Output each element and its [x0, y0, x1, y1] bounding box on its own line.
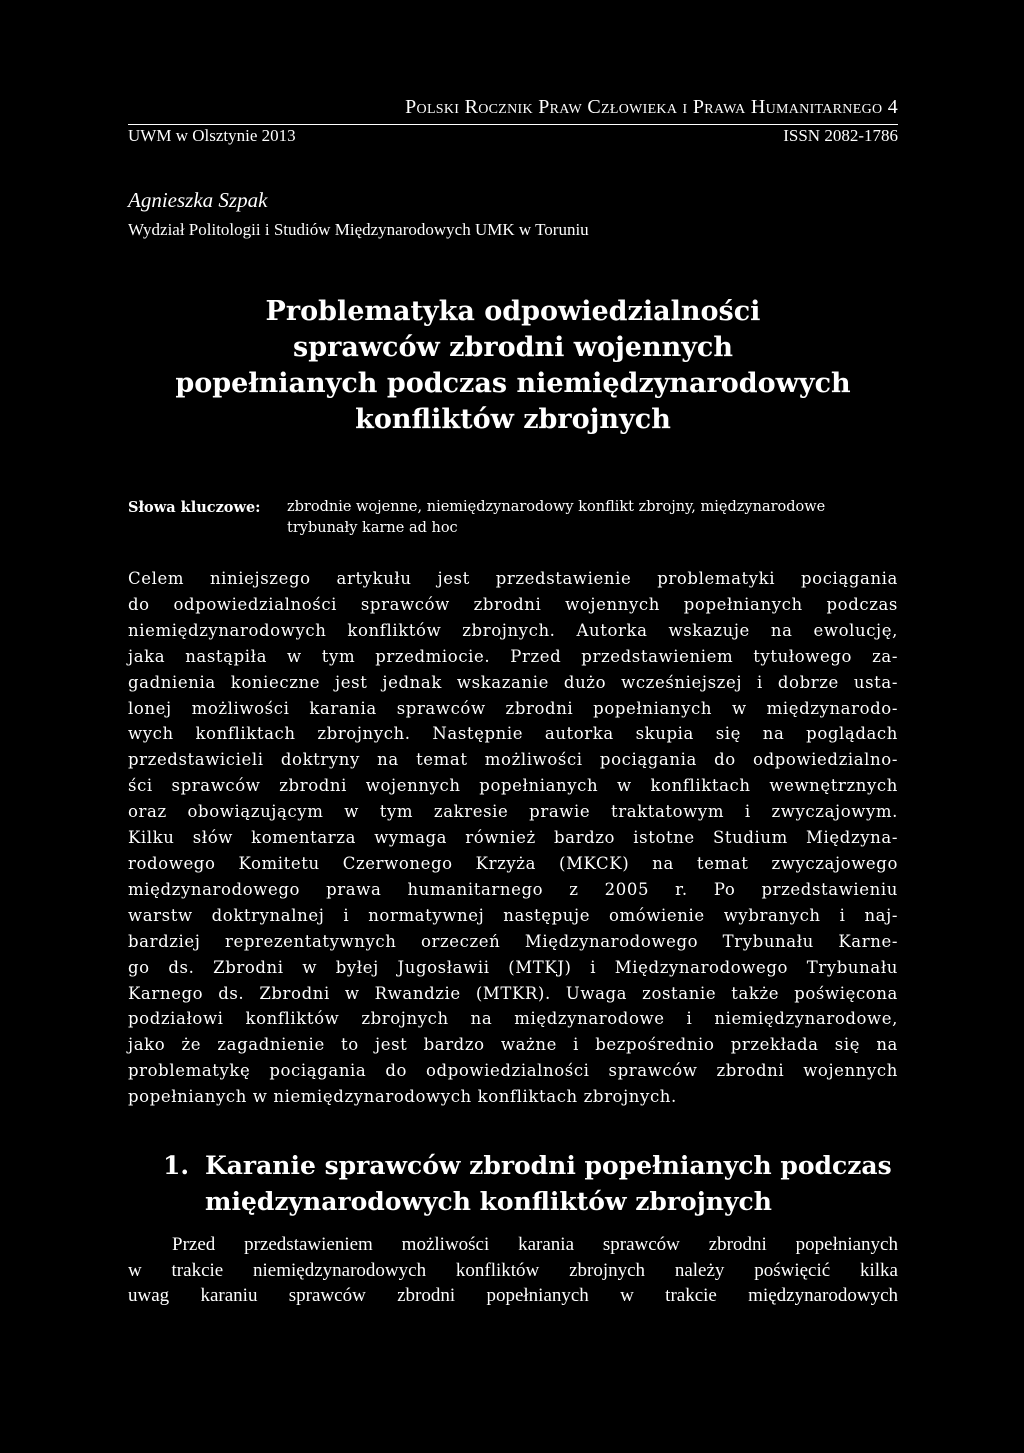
abstract-line: międzynarodowego prawa humanitarnego z 2005 r. Po przedstawieniu: [128, 879, 898, 899]
body-paragraph: [128, 1232, 898, 1309]
abstract-line: Celem niniejszego artykułu jest przedstawienie problematyki pociągania: [128, 569, 898, 588]
section-number: 1.: [163, 1151, 190, 1180]
section-title: [205, 1148, 892, 1220]
abstract-line: lonej możliwości karania sprawców zbrodni popełnianych w międzynarodo-: [128, 698, 898, 718]
title-line: sprawców zbrodni wojennych: [293, 332, 733, 363]
abstract-line: wych konfliktach zbrojnych. Następnie autorka skupia się na poglądach: [128, 724, 898, 744]
abstract-line: popełnianych w niemiędzynarodowych konfliktach zbrojnych.: [128, 1087, 677, 1107]
abstract-line: podziałowi konfliktów zbrojnych na międzynarodowe i niemiędzynarodowe,: [128, 1009, 898, 1029]
title-line: konfliktów zbrojnych: [355, 404, 671, 435]
abstract-line: jako że zagadnienie to jest bardzo ważne i bezpośrednio przekłada się na: [128, 1035, 898, 1055]
abstract-line: ści sprawców zbrodni wojennych popełnianych w konfliktach wewnętrznych: [128, 776, 898, 796]
abstract-line: bardziej reprezentatywnych orzeczeń Międzynarodowego Trybunału Karne-: [128, 931, 898, 951]
title-line: popełnianych podczas niemiędzynarodowych: [175, 368, 851, 399]
keywords-label: Słowa kluczowe:: [128, 499, 261, 516]
body-line: Przed przedstawieniem możliwości karania sprawców zbrodni popełnianych: [172, 1234, 898, 1255]
abstract-line: gadnienia konieczne jest jednak wskazanie dużo wcześniejszej i dobrze usta-: [128, 672, 898, 692]
abstract-line: problematykę pociągania do odpowiedzialności sprawców zbrodni wojennych: [128, 1061, 898, 1081]
keywords-text: zbrodnie wojenne, niemiędzynarodowy konflikt zbrojny, międzynarodowe trybunały karne ad hoc: [287, 499, 826, 536]
article-title: [128, 294, 898, 438]
section-title-line: międzynarodowych konfliktów zbrojnych: [205, 1187, 772, 1216]
publication-info-row: [128, 126, 898, 146]
body-line: uwag karaniu sprawców zbrodni popełnianych w trakcie międzynarodowych: [128, 1285, 898, 1306]
keywords-block: [128, 497, 898, 539]
author-name: Agnieszka Szpak: [128, 188, 268, 212]
author-affiliation: Wydział Politologii i Studiów Międzynarodowych UMK w Toruniu: [128, 220, 589, 239]
abstract-line: go ds. Zbrodni w byłej Jugosławii (MTKJ) i Międzynarodowego Trybunału: [128, 957, 898, 977]
abstract-line: jaka nastąpiła w tym przedmiocie. Przed przedstawieniem tytułowego za-: [128, 646, 898, 666]
abstract-line: Kilku słów komentarza wymaga również bardzo istotne Studium Międzyna-: [128, 828, 898, 848]
issn-number: ISSN 2082-1786: [783, 126, 898, 145]
abstract-line: przedstawicieli doktryny na temat możliwości pociągania do odpowiedzialno-: [128, 750, 898, 770]
section-heading: [163, 1148, 898, 1220]
body-line: w trakcie niemiędzynarodowych konfliktów zbrojnych należy poświęcić kilka: [128, 1259, 898, 1281]
abstract-line: Karnego ds. Zbrodni w Rwandzie (MTKR). Uwaga zostanie także poświęcona: [128, 983, 898, 1003]
abstract-line: rodowego Komitetu Czerwonego Krzyża (MKCK) na temat zwyczajowego: [128, 853, 898, 873]
abstract-line: oraz obowiązującym w tym zakresie prawie traktatowym i zwyczajowym.: [128, 802, 898, 822]
section-title-line: Karanie sprawców zbrodni popełnianych podczas: [205, 1151, 892, 1180]
title-line: Problematyka odpowiedzialności: [265, 296, 761, 327]
abstract-paragraph: [128, 566, 898, 1110]
journal-series-title: Polski Rocznik Praw Człowieka i Prawa Humanitarnego 4: [128, 92, 898, 125]
abstract-line: niemiędzynarodowych konfliktów zbrojnych. Autorka wskazuje na ewolucję,: [128, 620, 898, 640]
abstract-line: warstw doktrynalnej i normatywnej następuje omówienie wybranych i naj-: [128, 905, 898, 925]
publisher-year: UWM w Olsztynie 2013: [128, 126, 296, 145]
abstract-line: do odpowiedzialności sprawców zbrodni wojennych popełnianych podczas: [128, 594, 898, 614]
